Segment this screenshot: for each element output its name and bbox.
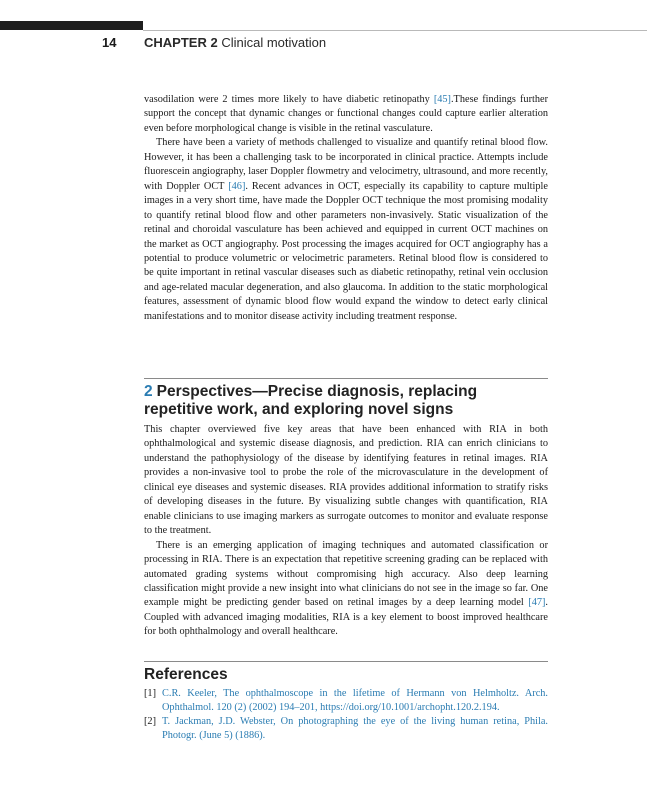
reference-label: [2] [144, 716, 157, 727]
section-title: Perspectives—Precise diagnosis, replacing repetitive work, and exploring novel signs [144, 383, 478, 418]
reference-item [144, 687, 548, 716]
chapter-label: CHAPTER 2 [144, 35, 218, 50]
references-divider [144, 661, 548, 662]
section-heading [144, 383, 548, 419]
citation-link[interactable]: [46] [228, 180, 246, 192]
section-number: 2 [144, 383, 153, 400]
citation-link[interactable]: [47] [528, 597, 546, 609]
references-heading: References [144, 666, 228, 683]
header-rule [143, 30, 647, 31]
reference-label: [1] [144, 688, 157, 699]
citation-link[interactable]: [45] [433, 94, 451, 105]
page-number: 14 [102, 35, 117, 50]
section-divider [144, 378, 548, 379]
paragraph: vasodilation were 2 times more likely to have diabetic retinopathy [45].These findings further support the concept that dynamic changes or functional changes could capture earlier alteration even before morphological change is visible in the retinal vasculature. [144, 94, 549, 134]
reference-item [144, 715, 548, 744]
section1-body [144, 93, 548, 324]
reference-text[interactable]: T. Jackman, J.D. Webster, On photographing the eye of the living human retina, Phila. Photogr. (June 5) (1886). [162, 716, 548, 742]
header-black-bar [0, 21, 143, 30]
running-head [144, 35, 326, 50]
section2-body [144, 423, 548, 640]
paragraph: This chapter overviewed five key areas that have been enhanced with RIA in both ophthalmological and systemic disease diagnosis, and prediction. RIA can enrich clinicians to understand the pathophysiology of the disease by identifying features in retinal images. RIA provides a non-invasive tool to probe the role of the microvasculature in the development of clinical eye diseases and systemic diseases. RIA provides additional information to stratify risks of developing diseases in the future. By visualizing subtle changes with quantification, RIA enable clinicians to use imaging markers as surrogate outcomes to monitor and evaluate response to the treatment. [144, 424, 548, 537]
paragraph: There is an emerging application of imaging techniques and automated classification or processing in RIA. There is an expectation that repetitive screening grading can be replaced with automated grading systems without compromising high accuracy. Also deep learning classification might provide a new insight into what clinicians do not see in the image so far. One example might be predicting gender based on retinal images by a deep learning model [47]. Coupled with advanced imaging modalities, RIA is a key element to boost improved healthcare for both ophthalmology and overall healthcare. [144, 539, 548, 638]
reference-text[interactable]: C.R. Keeler, The ophthalmoscope in the lifetime of Hermann von Helmholtz. Arch. Ophthalmol. 120 (2) (2002) 194–201, https://doi.org/10.1001/archopht.120.2.194. [162, 688, 548, 714]
paragraph: There have been a variety of methods challenged to visualize and quantify retinal blood flow. However, it has been a challenging task to be incorporated in clinical practice. Attempts include fluorescein angiography, laser Doppler flowmetry and velocimetry, ultrasound, and more recently, with Doppler OCT [46]. Recent advances in OCT, especially its capability to capture multiple images in a very short time, have made the Doppler OCT technique the most promising modality to quantify retinal blood flow and other parameters non-invasively. Static visualization of the retinal and choroidal vasculature has been achieved and equipped in current OCT machines on the market as OCT angiography. Post processing the images acquired for OCT angiography has a potential to produce volumetric or velocimetric parameters. Retinal blood flow is considered to be quite important in retinal vascular diseases such as diabetic retinopathy, retinal vein occlusion and age-related macular degeneration, and also glaucoma. In addition to the static morphological features, assessment of dynamic blood flow would expand the window to detect early clinical manifestations and to monitor disease activity including treatment response. [144, 137, 549, 322]
chapter-title: Clinical motivation [221, 35, 327, 50]
